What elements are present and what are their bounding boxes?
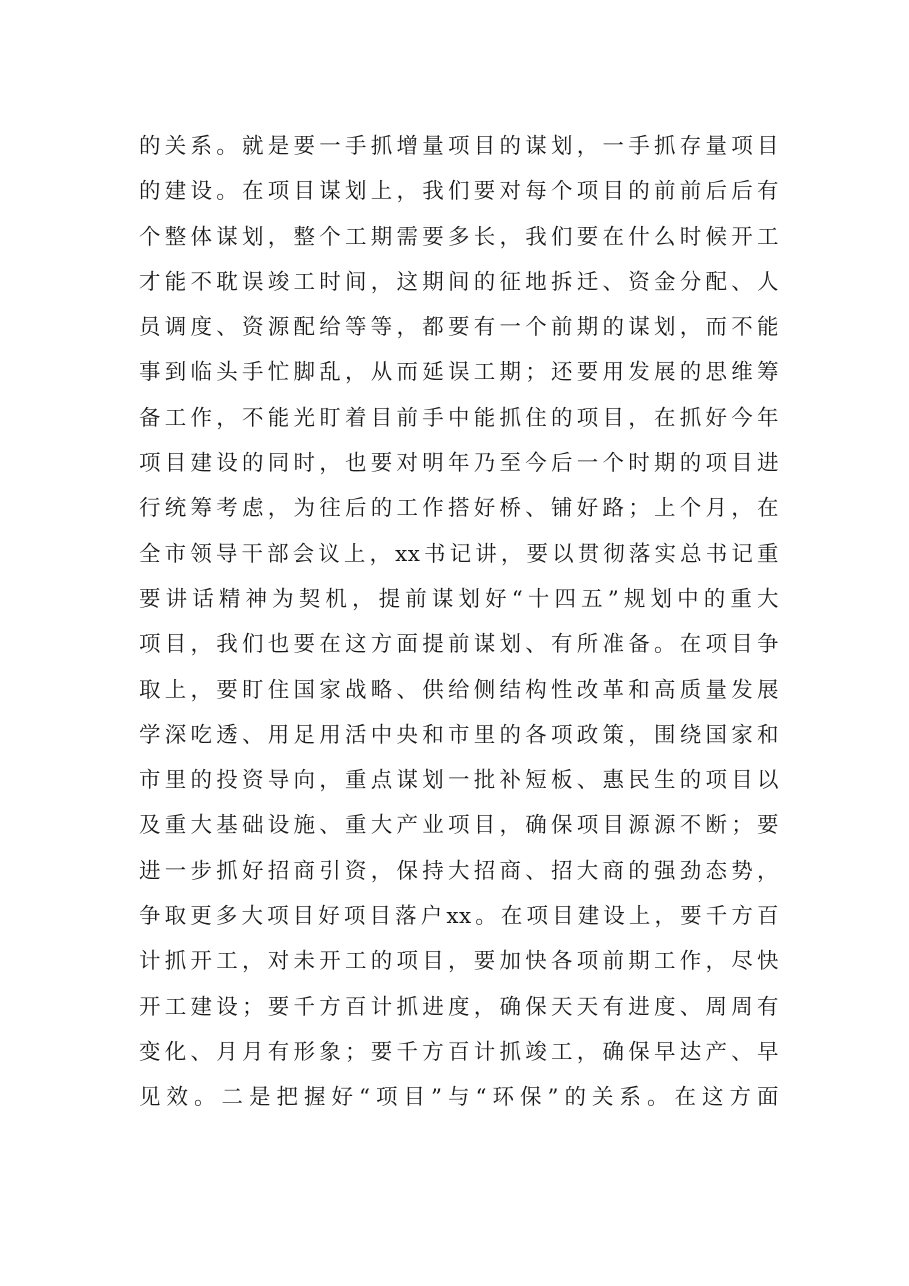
- text-line: 取上，要盯住国家战略、供给侧结构性改革和高质量发展: [139, 677, 779, 703]
- text-line: 行统筹考虑，为往后的工作搭好桥、铺好路；上个月，在: [139, 496, 779, 522]
- text-line: 及重大基础设施、重大产业项目，确保项目源源不断；要: [139, 813, 779, 839]
- text-line: 事到临头手忙脚乱，从而延误工期；还要用发展的思维筹: [139, 360, 779, 386]
- text-line: 的关系。就是要一手抓增量项目的谋划，一手抓存量项目: [139, 134, 779, 159]
- body-text: [139, 124, 779, 1121]
- text-line: 见效。二是把握好“项目”与“环保”的关系。在这方面: [139, 1085, 779, 1111]
- text-line: 项目建设的同时，也要对明年乃至今后一个时期的项目进: [139, 451, 779, 477]
- text-line: 项目，我们也要在这方面提前谋划、有所准备。在项目争: [139, 632, 779, 658]
- text-line: 进一步抓好招商引资，保持大招商、招大商的强劲态势，: [139, 858, 779, 884]
- text-line: 市里的投资导向，重点谋划一批补短板、惠民生的项目以: [139, 768, 779, 794]
- text-line: 个整体谋划，整个工期需要多长，我们要在什么时候开工: [139, 224, 779, 250]
- text-line: 变化、月月有形象；要千方百计抓竣工，确保早达产、早: [139, 1039, 779, 1065]
- text-line: 要讲话精神为契机，提前谋划好“十四五”规划中的重大: [139, 586, 779, 612]
- text-line: 才能不耽误竣工时间，这期间的征地拆迁、资金分配、人: [139, 269, 779, 295]
- text-line: 争取更多大项目好项目落户xx。在项目建设上，要千方百: [139, 904, 779, 930]
- text-line: 开工建设；要千方百计抓进度，确保天天有进度、周周有: [139, 994, 779, 1020]
- text-line: 计抓开工，对未开工的项目，要加快各项前期工作，尽快: [139, 949, 779, 975]
- text-line: 员调度、资源配给等等，都要有一个前期的谋划，而不能: [139, 315, 779, 341]
- text-line: 备工作，不能光盯着目前手中能抓住的项目，在抓好今年: [139, 405, 779, 431]
- text-line: 学深吃透、用足用活中央和市里的各项政策，围绕国家和: [139, 722, 779, 748]
- text-line: 的建设。在项目谋划上，我们要对每个项目的前前后后有: [139, 179, 779, 205]
- text-line: 全市领导干部会议上，xx书记讲，要以贯彻落实总书记重: [139, 541, 779, 567]
